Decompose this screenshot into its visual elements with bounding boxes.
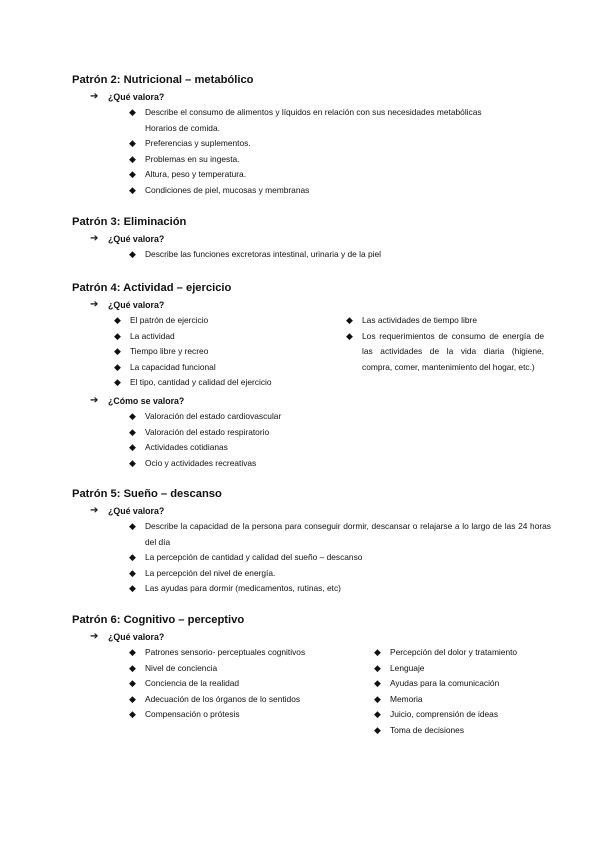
arrow-icon: ➔ <box>90 299 99 310</box>
question-label: ¿Qué valora? <box>108 632 165 642</box>
list-item: ◆ Preferencias y suplementos. <box>145 136 552 152</box>
question-label: ¿Qué valora? <box>108 506 165 516</box>
arrow-icon: ➔ <box>90 233 99 244</box>
list-item: ◆ Altura, peso y temperatura. <box>145 167 552 183</box>
question-label: ¿Qué valora? <box>108 234 165 244</box>
list-item: ◆ Compensación o prótesis <box>145 707 331 723</box>
diamond-bullet-icon: ◆ <box>114 330 121 341</box>
list-item: ◆ La percepción de cantidad y calidad del sueño – descanso <box>145 550 551 566</box>
diamond-bullet-icon: ◆ <box>129 709 136 720</box>
diamond-bullet-icon: ◆ <box>374 678 381 689</box>
question-heading <box>72 503 552 519</box>
section-patron-4 <box>72 280 552 471</box>
list-item: ◆ El tipo, cantidad y calidad del ejercicio <box>130 375 350 391</box>
list-item: ◆ Adecuación de los órganos de lo sentidos <box>145 692 331 708</box>
question-heading <box>72 297 552 313</box>
section-title: Patrón 2: Nutricional – metabólico <box>72 74 254 86</box>
list-item: ◆ Toma de decisiones <box>390 723 560 739</box>
bullet-list-right <box>374 645 560 739</box>
list-item: ◆ Valoración del estado cardiovascular <box>145 409 552 425</box>
section-patron-3 <box>72 214 552 263</box>
section-patron-2 <box>72 72 552 199</box>
question-heading <box>72 629 552 645</box>
diamond-bullet-icon: ◆ <box>129 249 136 259</box>
diamond-bullet-icon: ◆ <box>114 315 121 325</box>
list-item: ◆ Describe la capacidad de la persona para conseguir dormir, descansar o relajarse a lo largo de las 24 horas del día <box>129 521 551 547</box>
diamond-bullet-icon: ◆ <box>374 709 381 720</box>
diamond-bullet-icon: ◆ <box>374 662 381 673</box>
list-item: ◆ Actividades cotidianas <box>145 440 552 456</box>
list-item: ◆ Valoración del estado respiratorio <box>145 425 552 441</box>
diamond-bullet-icon: ◆ <box>129 457 136 468</box>
section-patron-6 <box>72 612 552 755</box>
diamond-bullet-icon: ◆ <box>129 647 136 657</box>
arrow-icon: ➔ <box>90 395 99 406</box>
diamond-bullet-icon: ◆ <box>114 377 121 388</box>
bullet-list <box>129 105 552 199</box>
diamond-bullet-icon: ◆ <box>374 693 381 704</box>
list-item: ◆ La percepción del nivel de energía. <box>145 566 551 582</box>
list-item: ◆ Los requerimientos de consumo de energía de las actividades de la vida diaria (higiene, compra, comer, mantenimiento del hogar, etc.) <box>346 330 544 372</box>
list-item: ◆ Conciencia de la realidad <box>145 676 331 692</box>
list-item: ◆ Juicio, comprensión de ideas <box>390 707 560 723</box>
question-heading <box>72 231 552 247</box>
diamond-bullet-icon: ◆ <box>346 315 353 325</box>
diamond-bullet-icon: ◆ <box>129 521 136 531</box>
arrow-icon: ➔ <box>90 505 99 516</box>
section-title: Patrón 5: Sueño – descanso <box>72 488 222 500</box>
diamond-bullet-icon: ◆ <box>129 169 136 180</box>
section-title: Patrón 6: Cognitivo – perceptivo <box>72 614 245 626</box>
list-item: ◆ Ocio y actividades recreativas <box>145 456 552 472</box>
bullet-list <box>129 247 552 263</box>
list-item: ◆ Problemas en su ingesta. <box>145 152 552 168</box>
diamond-bullet-icon: ◆ <box>129 153 136 164</box>
section-patron-5 <box>72 486 552 597</box>
diamond-bullet-icon: ◆ <box>129 107 136 117</box>
arrow-icon: ➔ <box>90 631 99 642</box>
list-item: ◆ Describe el consumo de alimentos y líquidos en relación con sus necesidades metabólicas Horarios de comida. <box>129 107 482 133</box>
list-item: ◆ La actividad <box>130 329 350 345</box>
diamond-bullet-icon: ◆ <box>129 442 136 453</box>
list-item: ◆ Describe las funciones excretoras intestinal, urinaria y de la piel <box>145 247 552 263</box>
list-item: ◆ Ayudas para la comunicación <box>390 676 560 692</box>
diamond-bullet-icon: ◆ <box>114 361 121 372</box>
two-column-list <box>72 645 552 755</box>
list-item: ◆ Las ayudas para dormir (medicamentos, rutinas, etc) <box>145 581 551 597</box>
diamond-bullet-icon: ◆ <box>129 678 136 689</box>
list-item: ◆ Percepción del dolor y tratamiento <box>390 645 560 661</box>
bullet-list-left <box>114 313 350 391</box>
list-item: ◆ Lenguaje <box>390 661 560 677</box>
question-label: ¿Qué valora? <box>108 300 165 310</box>
section-title: Patrón 3: Eliminación <box>72 216 187 228</box>
diamond-bullet-icon: ◆ <box>129 567 136 578</box>
bullet-list-left <box>129 645 331 723</box>
list-item: ◆ El patrón de ejercicio <box>130 313 350 329</box>
list-item: ◆ Nivel de conciencia <box>145 661 331 677</box>
list-item: ◆ Las actividades de tiempo libre <box>362 313 544 329</box>
diamond-bullet-icon: ◆ <box>129 138 136 149</box>
diamond-bullet-icon: ◆ <box>114 346 121 357</box>
arrow-icon: ➔ <box>90 91 99 102</box>
two-column-list <box>72 313 552 393</box>
bullet-list-right <box>346 313 544 375</box>
diamond-bullet-icon: ◆ <box>374 647 381 657</box>
diamond-bullet-icon: ◆ <box>129 184 136 195</box>
list-item: ◆ Patrones sensorio- perceptuales cognitivos <box>145 645 331 661</box>
diamond-bullet-icon: ◆ <box>374 724 381 735</box>
diamond-bullet-icon: ◆ <box>129 426 136 437</box>
list-item: ◆ Condiciones de piel, mucosas y membranas <box>145 183 552 199</box>
list-item: ◆ Tiempo libre y recreo <box>130 344 350 360</box>
question-heading <box>72 89 552 105</box>
bullet-list <box>129 409 552 471</box>
list-item: ◆ Memoria <box>390 692 560 708</box>
diamond-bullet-icon: ◆ <box>129 662 136 673</box>
diamond-bullet-icon: ◆ <box>129 583 136 594</box>
diamond-bullet-icon: ◆ <box>129 411 136 421</box>
question-heading-2 <box>72 393 552 409</box>
diamond-bullet-icon: ◆ <box>129 552 136 563</box>
question-label: ¿Cómo se valora? <box>108 396 185 406</box>
diamond-bullet-icon: ◆ <box>346 330 353 341</box>
section-title: Patrón 4: Actividad – ejercicio <box>72 282 232 294</box>
diamond-bullet-icon: ◆ <box>129 693 136 704</box>
question-label: ¿Qué valora? <box>108 92 165 102</box>
list-item: ◆ La capacidad funcional <box>130 360 350 376</box>
bullet-list <box>129 519 551 597</box>
